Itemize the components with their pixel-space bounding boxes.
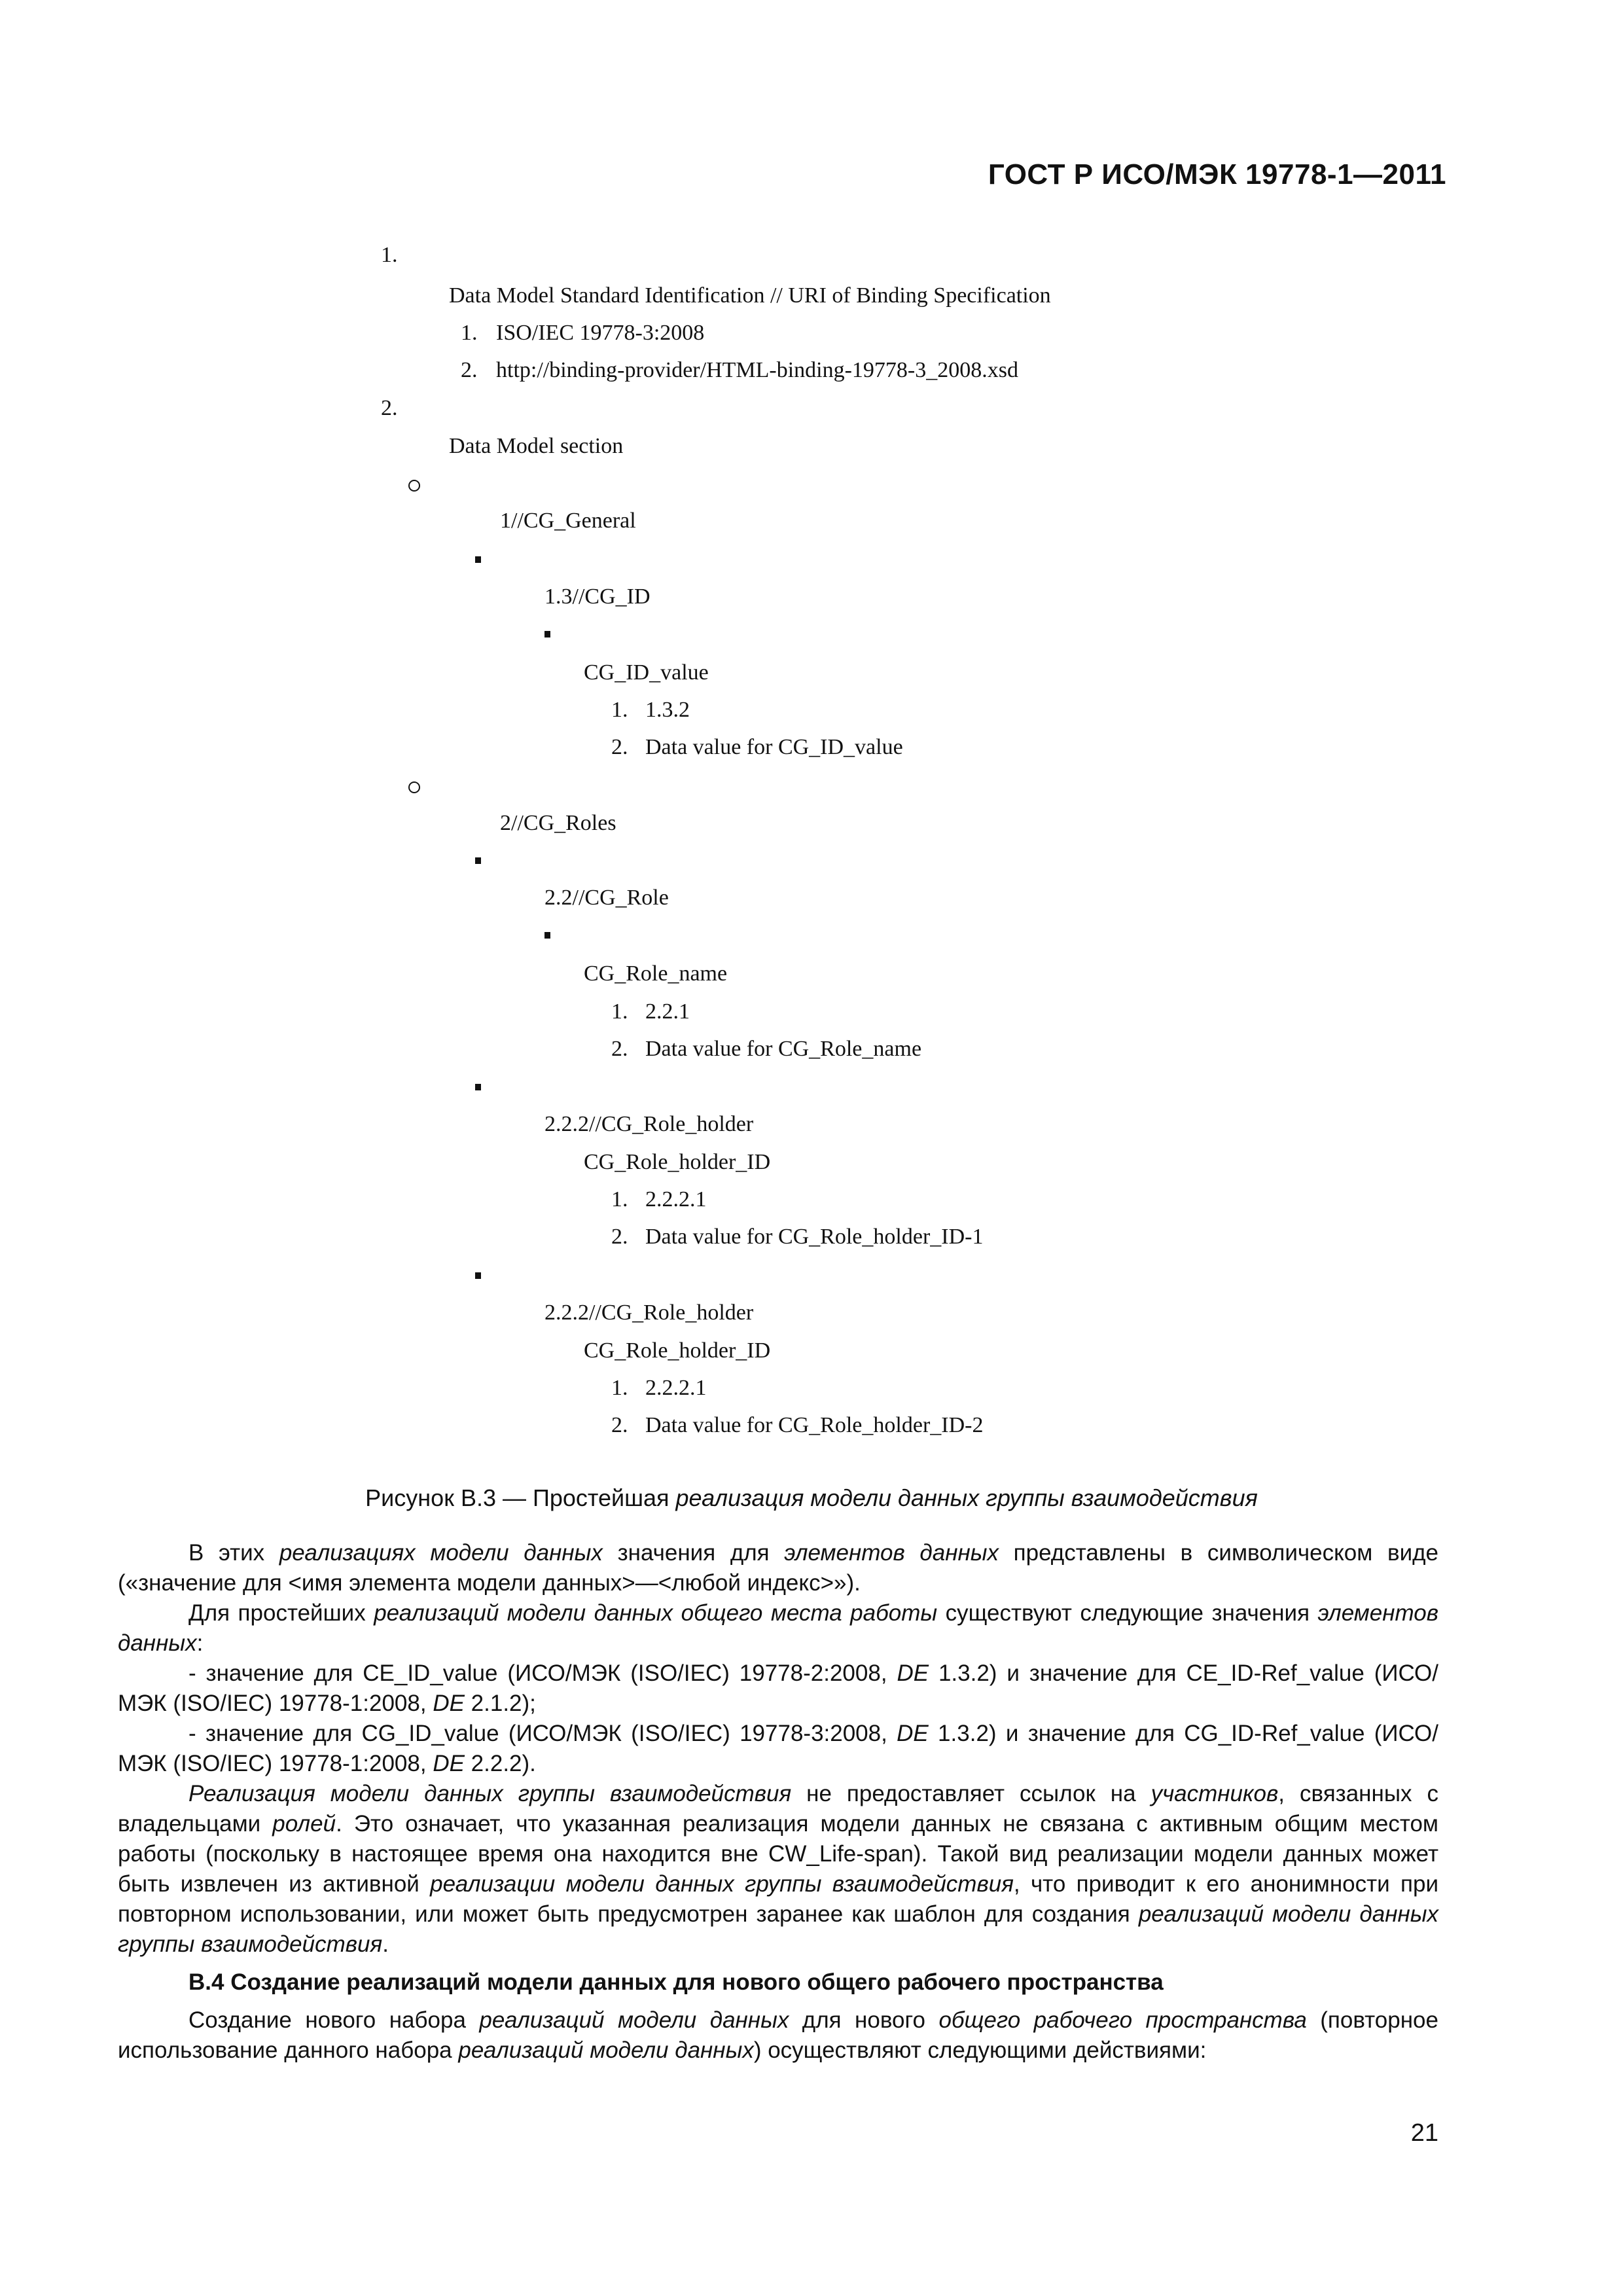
tree-node: CG_ID_value xyxy=(584,660,709,685)
square-bullet-icon xyxy=(544,631,550,637)
square-bullet-icon xyxy=(475,1272,481,1279)
caption-italic: реализация модели данных группы взаимодействия xyxy=(675,1484,1258,1511)
paragraph xyxy=(118,1598,1438,1659)
circle-bullet-icon xyxy=(408,480,420,492)
text-run: реализаций модели данных xyxy=(458,2037,754,2063)
text-run: для нового xyxy=(789,2007,939,2033)
paragraph xyxy=(118,1719,1438,1779)
text-run: DE xyxy=(897,1721,929,1746)
section-title: Data Model section xyxy=(449,434,624,458)
list-item: 2.2.2.1 xyxy=(645,1187,707,1211)
text-run: элементов данных xyxy=(784,1540,999,1566)
page-number: 21 xyxy=(1410,2119,1438,2147)
caption-prefix: Рисунок В.3 — Простейшая xyxy=(365,1484,676,1511)
list-number: 2. xyxy=(611,1037,628,1061)
text-run: представлены в символическом виде («значение для <имя элемента модели данных>—<любой индекс>»). xyxy=(118,1540,1439,1596)
text-run: 2.1.2); xyxy=(464,1691,536,1716)
list-item: 1.3.2 xyxy=(645,698,690,722)
list-number: 2. xyxy=(611,1225,628,1249)
text-run: - значение для CE_ID_value (ИСО/МЭК (ISO/IEC) 19778-2:2008, xyxy=(188,1660,897,1686)
tree-node: 1.3//CG_ID xyxy=(544,584,651,609)
tree-node: CG_Role_holder_ID xyxy=(584,1338,771,1363)
list-number: 2. xyxy=(461,358,478,382)
text-run: В этих xyxy=(188,1540,279,1566)
tree-node: 2.2//CG_Role xyxy=(544,886,669,910)
list-item: 2.2.2.1 xyxy=(645,1376,707,1400)
section-heading: В.4 Создание реализаций модели данных для нового общего рабочего пространства xyxy=(188,1969,1164,1995)
text-run: Создание нового набора xyxy=(188,2007,480,2033)
tree-node: CG_Role_holder_ID xyxy=(584,1150,771,1174)
text-run: . Это означает, что указанная реализация модели данных не связана с активным общим местом работы (поскольку в настоящее время она находится вне CW_Life-span). Такой вид реализации модели данных может быть извлечен из активной xyxy=(118,1811,1438,1897)
list-item: Data value for CG_Role_holder_ID-1 xyxy=(645,1225,984,1249)
list-number: 1. xyxy=(611,1376,628,1400)
document-header: ГОСТ Р ИСО/МЭК 19778-1—2011 xyxy=(988,158,1446,190)
list-number: 1. xyxy=(611,999,628,1024)
text-run: DE xyxy=(433,1751,465,1776)
paragraph xyxy=(118,1538,1438,1598)
text-run: общего рабочего пространства xyxy=(938,2007,1307,2033)
list-number: 1. xyxy=(611,1187,628,1211)
text-run: реализаций модели данных общего места работы xyxy=(374,1600,938,1626)
text-run: Реализация модели данных группы взаимодействия xyxy=(188,1781,792,1806)
text-run: существуют следующие значения xyxy=(937,1600,1318,1626)
list-number: 1. xyxy=(381,243,398,267)
binding-title: Data Model Standard Identification // URI of Binding Specification xyxy=(449,283,1051,308)
square-bullet-icon xyxy=(475,556,481,563)
list-number: 2. xyxy=(381,396,398,420)
text-run: 1.3.2) и значение для CE_ID-Ref_value (ИСО/МЭК (ISO/IEC) 19778-1:2008, xyxy=(118,1660,1438,1716)
text-run: Для простейших xyxy=(188,1600,374,1626)
text-run: : xyxy=(196,1630,204,1656)
text-run: реализаций модели данных группы взаимодействия xyxy=(118,1901,1438,1957)
text-run: . xyxy=(382,1931,389,1957)
list-item: Data value for CG_Role_name xyxy=(645,1037,922,1061)
paragraph xyxy=(118,1659,1438,1719)
text-run: , связанных с владельцами xyxy=(118,1781,1438,1837)
list-item: Data value for CG_ID_value xyxy=(645,735,903,759)
text-run: ролей xyxy=(272,1811,336,1837)
text-run: - значение для CG_ID_value (ИСО/МЭК (ISO/IEC) 19778-3:2008, xyxy=(188,1721,897,1746)
list-number: 1. xyxy=(461,321,478,345)
text-run: реализаций модели данных xyxy=(479,2007,789,2033)
text-run: 2.2.2). xyxy=(464,1751,536,1776)
square-bullet-icon xyxy=(475,1084,481,1090)
text-run: , что приводит к его анонимности при повторном использовании, или может быть предусмотрен заранее как шаблон для создания xyxy=(118,1871,1439,1927)
text-run: реализации модели данных группы взаимодействия xyxy=(430,1871,1014,1897)
tree-node: 2.2.2//CG_Role_holder xyxy=(544,1300,754,1325)
list-number: 1. xyxy=(611,698,628,722)
text-run: значения для xyxy=(602,1540,785,1566)
body-text xyxy=(118,1538,1438,2066)
text-run: участников xyxy=(1150,1781,1279,1806)
paragraph xyxy=(118,2005,1438,2066)
text-run: не предоставляет ссылок на xyxy=(791,1781,1151,1806)
tree-node: 2//CG_Roles xyxy=(500,811,616,835)
text-run: DE xyxy=(433,1691,465,1716)
list-item: ISO/IEC 19778-3:2008 xyxy=(496,321,705,345)
figure-caption xyxy=(0,1484,1623,1512)
text-run: DE xyxy=(897,1660,929,1686)
list-number: 2. xyxy=(611,735,628,759)
text-run: 1.3.2) и значение для CG_ID-Ref_value (ИСО/МЭК (ISO/IEC) 19778-1:2008, xyxy=(118,1721,1438,1776)
circle-bullet-icon xyxy=(408,781,420,793)
text-run: (повторное использование данного набора xyxy=(118,2007,1438,2063)
square-bullet-icon xyxy=(544,932,550,939)
list-item: http://binding-provider/HTML-binding-19778-3_2008.xsd xyxy=(496,358,1018,382)
text-run: элементов данных xyxy=(118,1600,1438,1656)
square-bullet-icon xyxy=(475,857,481,864)
text-run: ) осуществляют следующими действиями: xyxy=(753,2037,1207,2063)
list-number: 2. xyxy=(611,1413,628,1437)
tree-node: CG_Role_name xyxy=(584,961,728,986)
tree-node: 2.2.2//CG_Role_holder xyxy=(544,1112,754,1136)
tree-node: 1//CG_General xyxy=(500,509,636,533)
paragraph xyxy=(118,1779,1438,1960)
list-item: Data value for CG_Role_holder_ID-2 xyxy=(645,1413,984,1437)
list-item: 2.2.1 xyxy=(645,999,690,1024)
text-run: реализациях модели данных xyxy=(279,1540,603,1566)
